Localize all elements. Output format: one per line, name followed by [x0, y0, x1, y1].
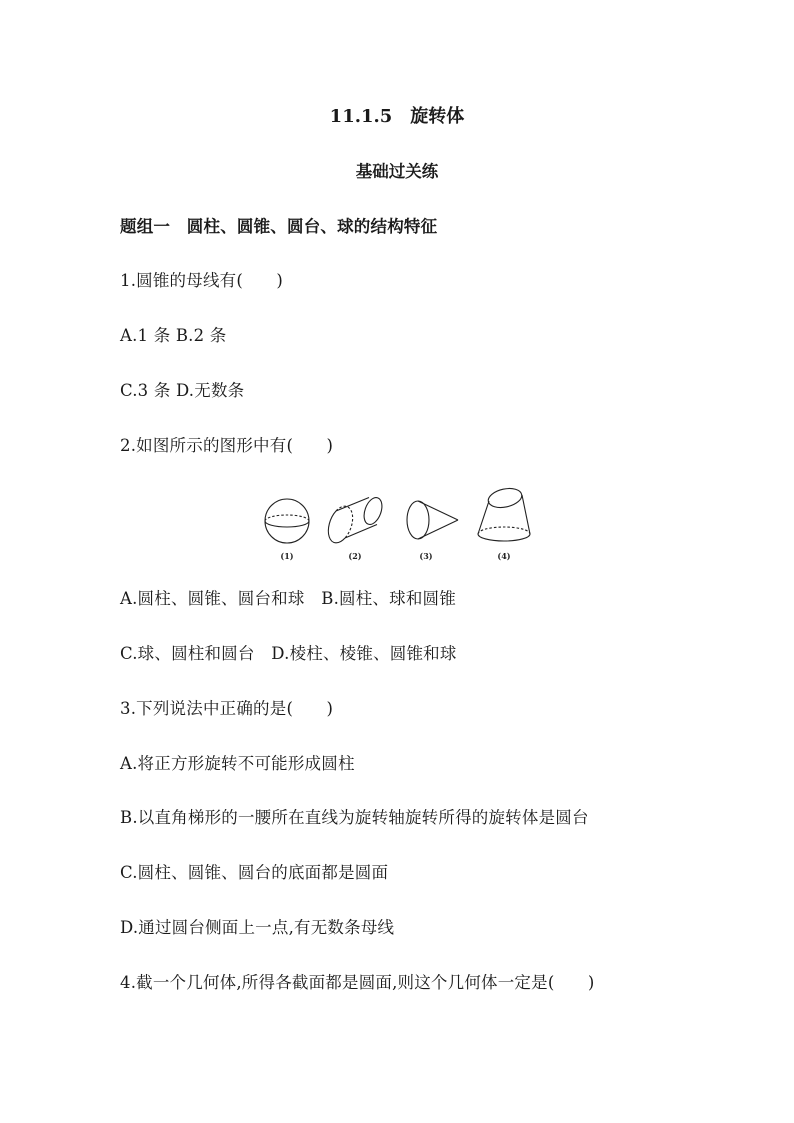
- figure-label-1: (1): [280, 551, 294, 561]
- sphere-figure: [265, 499, 309, 543]
- question-3-option-a: A.将正方形旋转不可能形成圆柱: [120, 754, 355, 773]
- question-2-stem: 2.如图所示的图形中有( ): [120, 436, 334, 455]
- question-2-option-line-1: A.圆柱、圆锥、圆台和球 B.圆柱、球和圆锥: [120, 589, 456, 608]
- question-3-option-b: B.以直角梯形的一腰所在直线为旋转轴旋转所得的旋转体是圆台: [120, 808, 589, 827]
- question-3-option-d: D.通过圆台侧面上一点,有无数条母线: [120, 918, 395, 937]
- frustum-figure: [478, 486, 530, 541]
- cylinder-figure: [328, 495, 385, 543]
- question-1-option-line-1: A.1 条 B.2 条: [120, 326, 227, 345]
- figure-label-2: (2): [348, 551, 362, 561]
- figure-label-4: (4): [497, 551, 511, 561]
- solids-figure: [258, 484, 538, 564]
- question-1-stem: 1.圆锥的母线有( ): [120, 271, 284, 290]
- question-1-option-line-2: C.3 条 D.无数条: [120, 381, 245, 400]
- question-3-stem: 3.下列说法中正确的是( ): [120, 699, 334, 718]
- group-heading: 题组一 圆柱、圆锥、圆台、球的结构特征: [120, 217, 438, 236]
- question-3-option-c: C.圆柱、圆锥、圆台的底面都是圆面: [120, 863, 389, 882]
- section-subtitle: 基础过关练: [355, 162, 439, 181]
- page-title: 11.1.5 旋转体: [329, 106, 465, 127]
- cone-figure: [407, 501, 458, 539]
- figure-label-3: (3): [419, 551, 433, 561]
- question-2-option-line-2: C.球、圆柱和圆台 D.棱柱、棱锥、圆锥和球: [120, 644, 457, 663]
- question-4-stem: 4.截一个几何体,所得各截面都是圆面,则这个几何体一定是( ): [120, 973, 595, 992]
